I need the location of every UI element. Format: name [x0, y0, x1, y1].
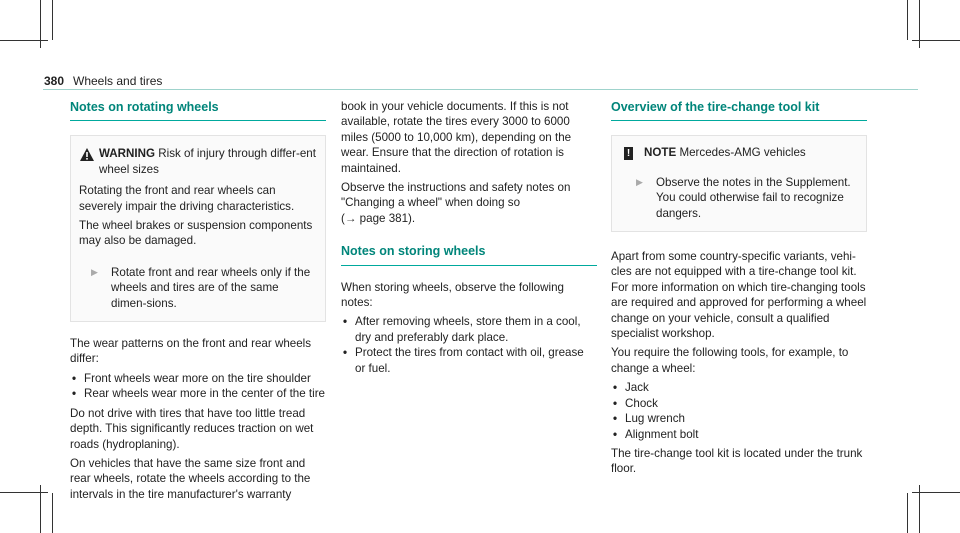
bullet-list	[70, 371, 326, 402]
page-number: 380	[44, 74, 65, 88]
paragraph-text: Observe the instructions and safety notes on "Changing a wheel" when doing so	[341, 181, 571, 210]
warning-paragraph: Rotating the front and rear wheels can severely impair the driving characteristics.	[79, 184, 295, 213]
crop-mark	[912, 492, 960, 493]
warning-paragraph: The wheel brakes or suspension components may also be damaged.	[79, 219, 313, 248]
note-box	[611, 135, 867, 232]
heading-storing-wheels: Notes on storing wheels	[341, 244, 597, 265]
warning-box	[70, 135, 326, 322]
paragraph	[341, 180, 597, 226]
list-item: • Chock	[611, 396, 867, 411]
crop-mark	[52, 493, 53, 533]
page-section-title: Wheels and tires	[73, 74, 163, 88]
warning-title	[99, 146, 317, 177]
paragraph: The tire-change tool kit is located under the trunk floor.	[611, 446, 863, 476]
note-header	[620, 145, 858, 160]
warning-title-line	[79, 146, 317, 177]
paragraph: On vehicles that have the same size front and rear wheels, rotate the wheels according to the intervals in the tire manufacturer's warranty	[70, 456, 311, 501]
crop-mark	[0, 40, 48, 41]
list-item: • Rear wheels wear more in the center of the tire	[70, 386, 326, 401]
warning-triangle-icon	[79, 147, 95, 162]
paragraph: book in your vehicle documents. If this is not available, rotate the tires every 3000 to 6000 miles (5000 to 10,000 km), depending on the wear. Ensure that the direction of rotation is maintained.	[341, 100, 572, 175]
warning-label: WARNING	[99, 147, 156, 161]
paragraph: Apart from some country-specific variants, vehi-cles are not equipped with a tire-change tool kit. For more information on which tire-changing tools are required and approved for performing a wheel change on your vehicle, consult a qualified specialist workshop.	[611, 250, 867, 341]
crop-mark	[907, 0, 908, 40]
arrow-right-icon: ▶	[636, 176, 643, 187]
paragraph: When storing wheels, observe the following notes:	[341, 280, 564, 310]
warning-title-text: Risk of injury through differ-ent wheel sizes	[99, 147, 316, 176]
crop-mark	[907, 493, 908, 533]
bullet-list	[611, 380, 867, 442]
page-reference-link[interactable]: (→ page 381).	[341, 211, 416, 225]
list-item: • Protect the tires from contact with oil, grease or fuel.	[341, 345, 597, 376]
heading-tool-kit-overview: Overview of the tire-change tool kit	[611, 100, 867, 121]
list-item: • Alignment bolt	[611, 427, 867, 442]
column-middle	[341, 100, 597, 380]
note-instruction-text: Observe the notes in the Supplement. You could otherwise fail to recognize dangers.	[656, 175, 851, 220]
crop-mark	[52, 0, 53, 40]
paragraph: The wear patterns on the front and rear wheels differ:	[70, 337, 312, 366]
header-rule	[43, 89, 918, 90]
column-left	[70, 100, 326, 506]
list-item: • Lug wrench	[611, 411, 867, 426]
note-title: Mercedes-AMG vehicles	[679, 146, 806, 160]
note-instruction	[620, 169, 858, 223]
list-item: • Front wheels wear more on the tire shoulder	[70, 371, 326, 386]
warning-instruction	[79, 253, 317, 311]
exclamation-icon: !	[624, 147, 633, 160]
list-item: • After removing wheels, store them in a cool, dry and preferably dark place.	[341, 314, 597, 345]
list-item: • Jack	[611, 380, 867, 395]
arrow-right-icon: ▶	[91, 266, 98, 277]
column-right	[611, 100, 867, 481]
note-label: NOTE	[644, 146, 677, 160]
crop-mark	[0, 492, 48, 493]
crop-mark	[912, 40, 960, 41]
warning-instruction-text: Rotate front and rear wheels only if the wheels and tires are of the same dimen-sions.	[111, 265, 311, 310]
heading-rotating-wheels: Notes on rotating wheels	[70, 100, 326, 121]
paragraph: Do not drive with tires that have too little tread depth. This significantly reduces traction on wet roads (hydroplaning).	[70, 406, 314, 451]
paragraph: You require the following tools, for example, to change a wheel:	[611, 346, 849, 375]
bullet-list	[341, 314, 597, 376]
